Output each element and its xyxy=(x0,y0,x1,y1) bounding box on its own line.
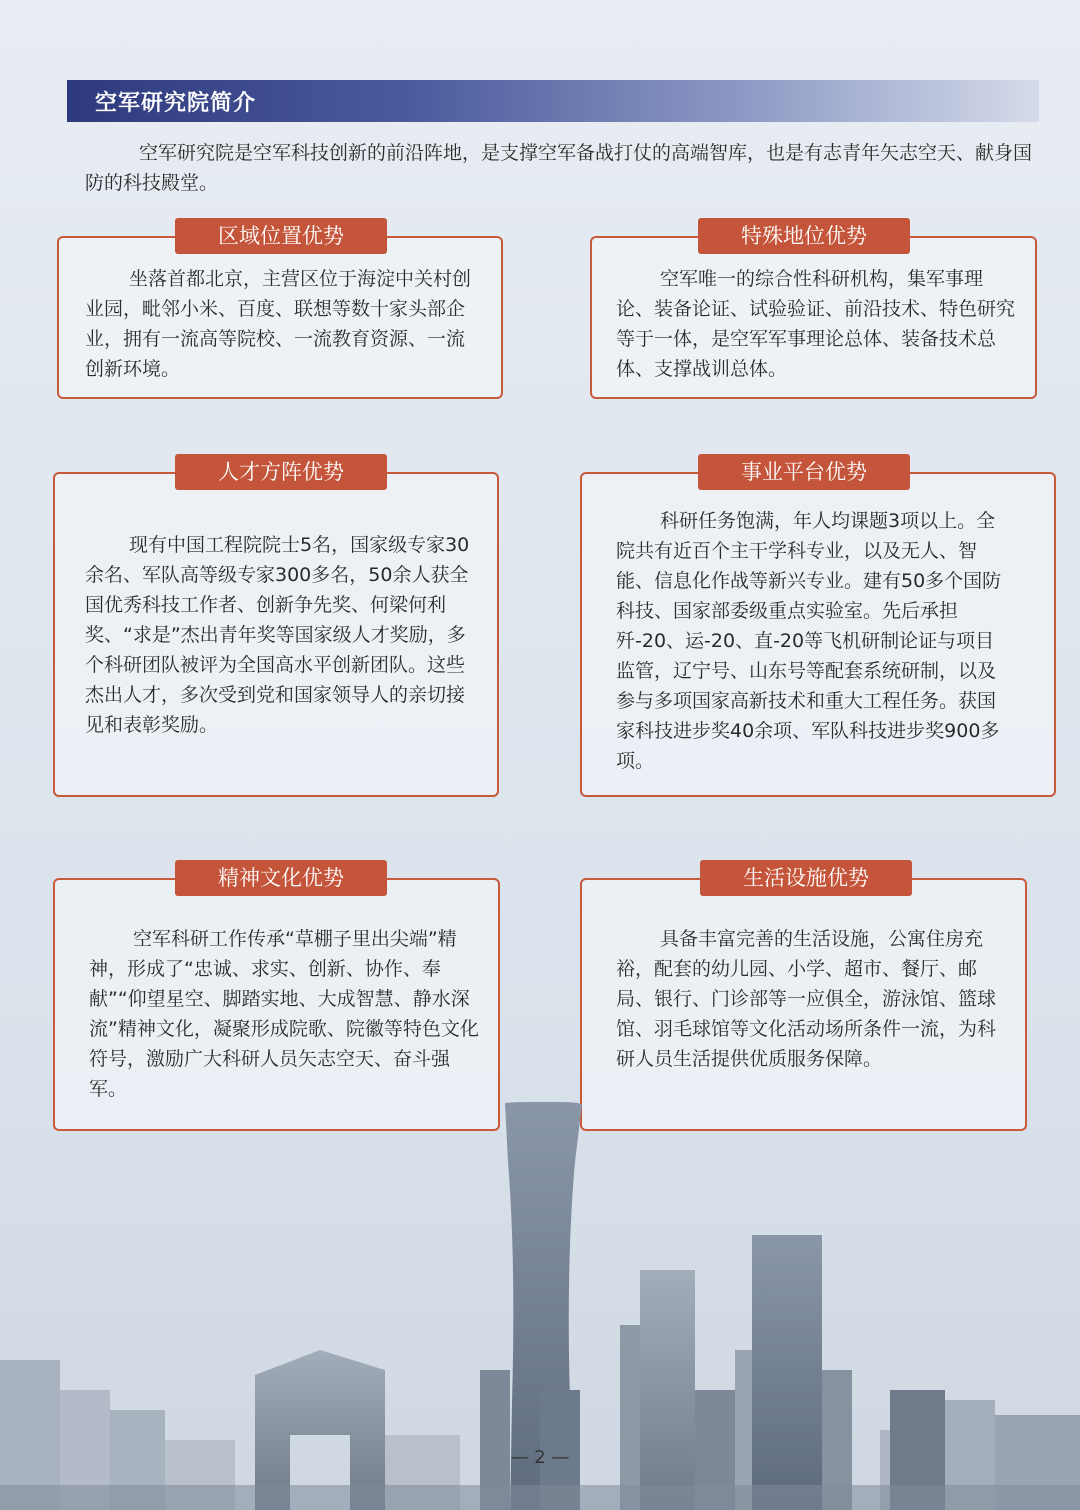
card-text: 现有中国工程院院士5名，国家级专家30余名、军队高等级专家300多名，50余人获全国优秀科技工作者、创新争先奖、何梁何利奖、“求是”杰出青年奖等国家级人才奖励，多个科研团队被评为全国高水平创新团队。这些杰出人才，多次受到党和国家领导人的亲切接见和表彰奖励。 xyxy=(85,534,470,736)
card-title: 特殊地位优势 xyxy=(698,218,910,254)
page-number: — 2 — xyxy=(510,1447,570,1468)
card-status xyxy=(590,224,1037,399)
card-talent xyxy=(53,460,499,797)
card-text: 坐落首都北京，主营区位于海淀中关村创业园，毗邻小米、百度、联想等数十家头部企业，拥有一流高等院校、一流教育资源、一流创新环境。 xyxy=(85,268,472,380)
card-text: 空军唯一的综合性科研机构，集军事理论、装备论证、试验验证、前沿技术、特色研究等于一体，是空军军事理论总体、装备技术总体、支撑战训总体。 xyxy=(616,268,1016,380)
card-title: 人才方阵优势 xyxy=(175,454,387,490)
card-title: 区域位置优势 xyxy=(175,218,387,254)
card-text: 空军科研工作传承“草棚子里出尖端”精神，形成了“忠诚、求实、创新、协作、奉献”“仰望星空、脚踏实地、大成智慧、静水深流”精神文化，凝聚形成院歌、院徽等特色文化符号，激励广大科研人员矢志空天、奋斗强军。 xyxy=(89,928,479,1100)
card-text: 科研任务饱满，年人均课题3项以上。全院共有近百个主干学科专业，以及无人、智能、信息化作战等新兴专业。建有50多个国防科技、国家部委级重点实验室。先后承担歼-20、运-20、直-20等飞机研制论证与项目监管，辽宁号、山东号等配套系统研制，以及参与多项国家高新技术和重大工程任务。获国家科技进步奖40余项、军队科技进步奖900多项。 xyxy=(616,510,1002,772)
intro-paragraph: 空军研究院是空军科技创新的前沿阵地，是支撑空军备战打仗的高端智库，也是有志青年矢志空天、献身国防的科技殿堂。 xyxy=(85,142,1033,194)
card-platform xyxy=(580,460,1056,797)
card-title: 精神文化优势 xyxy=(175,860,387,896)
section-title: 空军研究院简介 xyxy=(95,91,257,116)
card-title: 生活设施优势 xyxy=(700,860,912,896)
card-location xyxy=(57,224,503,399)
card-text: 具备丰富完善的生活设施，公寓住房充裕，配套的幼儿园、小学、超市、餐厅、邮局、银行、门诊部等一应俱全，游泳馆、篮球馆、羽毛球馆等文化活动场所条件一流，为科研人员生活提供优质服务保障。 xyxy=(616,928,997,1070)
section-header-bar xyxy=(67,80,1039,122)
card-title: 事业平台优势 xyxy=(698,454,910,490)
